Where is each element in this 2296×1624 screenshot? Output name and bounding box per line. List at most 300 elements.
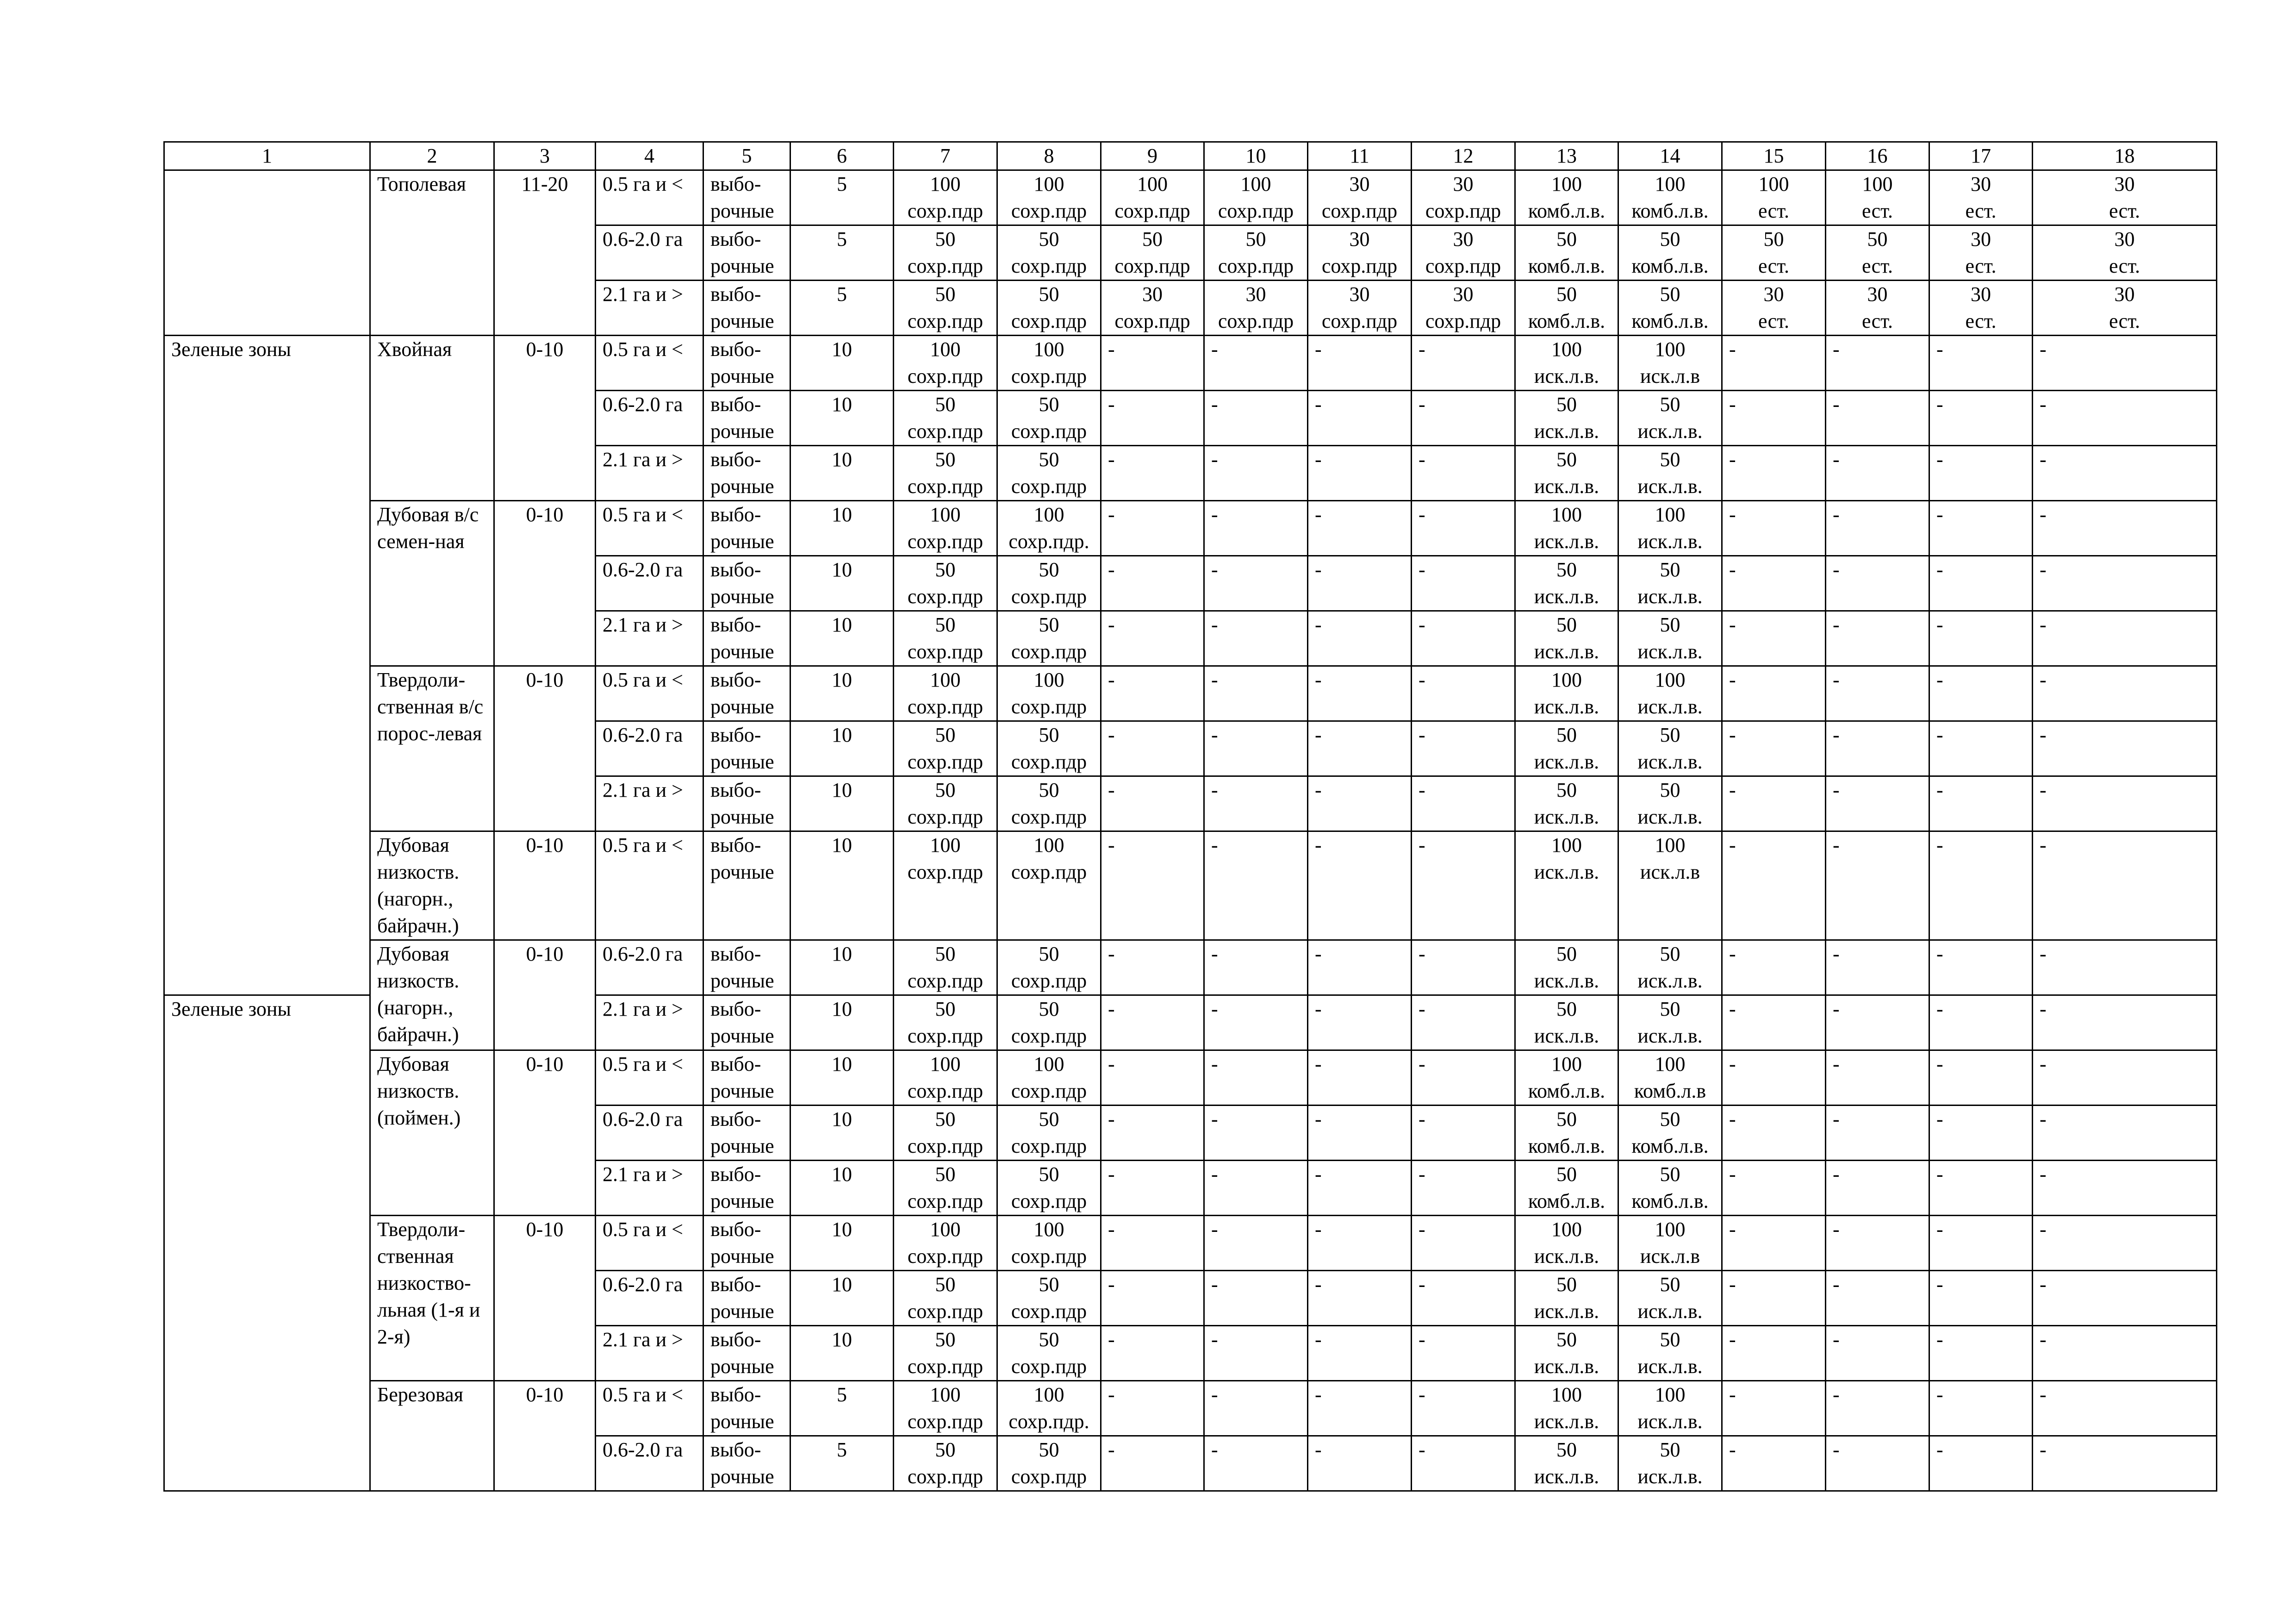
- cell-line: сохр.пдр: [1011, 695, 1087, 718]
- value-cell: [1929, 170, 2033, 225]
- cell-line: сохр.пдр: [907, 585, 983, 608]
- value-cell: [1618, 446, 1722, 501]
- column-number-6: 6: [790, 142, 894, 170]
- value-cell: [1308, 721, 1412, 776]
- cell-line: 100: [1655, 1053, 1686, 1075]
- cell-line: -: [1315, 1163, 1322, 1186]
- cell-line: -: [1936, 338, 1943, 361]
- value-cell: [1308, 1161, 1412, 1216]
- cell-line: сохр.пдр: [907, 310, 983, 332]
- cell-line: -: [1936, 613, 1943, 636]
- cell-line: сохр.пдр: [907, 1300, 983, 1323]
- value-cell: [1826, 611, 1929, 666]
- cell-line: -: [1108, 613, 1115, 636]
- cell-line: 100: [1551, 503, 1582, 526]
- cell-line: 50: [1660, 998, 1680, 1020]
- cell-line: -: [1108, 724, 1115, 746]
- cell-line: -: [1833, 1053, 1840, 1075]
- cell-line: 50: [1660, 1163, 1680, 1186]
- cell-line: 50: [935, 1438, 956, 1461]
- cell-line: 30: [1971, 173, 1991, 195]
- cell-line: -: [1833, 1218, 1840, 1241]
- cell-line: 100: [1655, 1383, 1686, 1406]
- cell-line: иск.л.в.: [1637, 806, 1703, 828]
- value-cell: [1515, 995, 1618, 1050]
- cell-line: -: [1729, 724, 1736, 746]
- value-cell: [894, 831, 997, 940]
- column-number-11: 11: [1308, 142, 1412, 170]
- cell-line: 50: [1556, 1163, 1577, 1186]
- cell-line: 100: [1240, 173, 1271, 195]
- value-cell: [1722, 1326, 1826, 1381]
- cell-line: -: [2040, 1328, 2047, 1351]
- value-cell: [1204, 336, 1308, 391]
- cell-line: выбо-: [710, 779, 761, 801]
- value-cell: [2033, 1326, 2217, 1381]
- value-cell: [1515, 281, 1618, 336]
- cell-line: -: [1833, 668, 1840, 691]
- cell-line: выбо-: [710, 834, 761, 856]
- cell-line: 50: [1660, 1108, 1680, 1131]
- method-cell: [703, 1271, 790, 1326]
- cell-line: -: [1833, 1163, 1840, 1186]
- value-cell: [1412, 391, 1515, 446]
- cell-line: -: [1936, 1438, 1943, 1461]
- column-number-14: 14: [1618, 142, 1722, 170]
- value-cell: [1618, 1271, 1722, 1326]
- cell-line: -: [2040, 503, 2047, 526]
- cell-line: 30: [1453, 173, 1474, 195]
- cell-line: иск.л.в.: [1534, 530, 1599, 553]
- value-cell: [894, 1106, 997, 1161]
- cell-line: сохр.пдр: [907, 1190, 983, 1212]
- cell-line: -: [1833, 998, 1840, 1020]
- value-cell: [1618, 336, 1722, 391]
- value-cell: [1101, 776, 1204, 831]
- value-cell: [1308, 1381, 1412, 1436]
- col6-cell: 10: [790, 776, 894, 831]
- cell-line: -: [1936, 1108, 1943, 1131]
- col6-cell: 5: [790, 225, 894, 281]
- cell-line: сохр.пдр: [907, 1080, 983, 1102]
- value-cell: [1826, 1106, 1929, 1161]
- cell-line: сохр.пдр: [1011, 255, 1087, 277]
- cell-line: сохр.пдр: [907, 695, 983, 718]
- cell-line: сохр.пдр: [1321, 310, 1398, 332]
- cell-line: комб.л.в.: [1528, 1135, 1605, 1157]
- area-cell: 0.6-2.0 га: [596, 391, 703, 446]
- cell-line: 50: [1039, 1108, 1059, 1131]
- value-cell: [2033, 1106, 2217, 1161]
- value-cell: [1929, 1216, 2033, 1271]
- cell-line: -: [1315, 558, 1322, 581]
- cell-line: -: [1211, 668, 1218, 691]
- value-cell: [1826, 225, 1929, 281]
- area-cell: 0.5 га и <: [596, 666, 703, 721]
- cell-line: сохр.пдр: [1114, 310, 1190, 332]
- cell-line: сохр.пдр: [907, 1355, 983, 1378]
- value-cell: [1412, 1106, 1515, 1161]
- cell-line: выбо-: [710, 1273, 761, 1296]
- cell-line: Тополевая: [377, 173, 466, 195]
- cell-line: -: [1936, 724, 1943, 746]
- cell-line: -: [1108, 1438, 1115, 1461]
- cell-line: сохр.пдр: [907, 1135, 983, 1157]
- value-cell: [1722, 501, 1826, 556]
- value-cell: [2033, 776, 2217, 831]
- cell-line: -: [1729, 998, 1736, 1020]
- value-cell: [894, 556, 997, 611]
- cell-line: сохр.пдр: [1114, 255, 1190, 277]
- value-cell: [1204, 940, 1308, 995]
- cell-line: 50: [1763, 228, 1784, 250]
- cell-line: -: [1315, 1218, 1322, 1241]
- cell-line: комб.л.в.: [1631, 310, 1709, 332]
- method-cell: [703, 170, 790, 225]
- cell-line: -: [1315, 668, 1322, 691]
- cell-line: -: [1729, 1163, 1736, 1186]
- value-cell: [997, 1161, 1101, 1216]
- cell-line: -: [1936, 943, 1943, 965]
- value-cell: [894, 1381, 997, 1436]
- value-cell: [894, 776, 997, 831]
- value-cell: [997, 336, 1101, 391]
- age-cell: 0-10: [494, 1050, 596, 1216]
- cell-line: Березовая: [377, 1383, 463, 1406]
- cell-line: 50: [1142, 228, 1163, 250]
- value-cell: [1929, 831, 2033, 940]
- table-row: [164, 1216, 2217, 1271]
- cell-line: 30: [2114, 228, 2135, 250]
- age-cell: 0-10: [494, 1216, 596, 1381]
- cell-line: 50: [1039, 558, 1059, 581]
- method-cell: [703, 281, 790, 336]
- cell-line: -: [1315, 1383, 1322, 1406]
- column-number-10: 10: [1204, 142, 1308, 170]
- value-cell: [997, 1436, 1101, 1491]
- value-cell: [1308, 446, 1412, 501]
- cell-line: сохр.пдр: [907, 475, 983, 498]
- cell-line: 100: [1033, 338, 1064, 361]
- value-cell: [1722, 1436, 1826, 1491]
- zone-cell: Зеленые зоны: [164, 995, 370, 1491]
- cell-line: 50: [935, 779, 956, 801]
- cell-line: -: [1211, 1383, 1218, 1406]
- cell-line: -: [1315, 834, 1322, 856]
- species-cell: [370, 1381, 494, 1491]
- cell-line: 50: [1039, 393, 1059, 416]
- cell-line: сохр.пдр: [907, 1465, 983, 1488]
- value-cell: [1929, 776, 2033, 831]
- col6-cell: 10: [790, 1161, 894, 1216]
- cell-line: байрачн.): [377, 914, 459, 937]
- cell-line: 100: [1033, 834, 1064, 856]
- cell-line: 50: [1556, 1438, 1577, 1461]
- cell-line: иск.л.в.: [1637, 1355, 1703, 1378]
- cell-line: 50: [1867, 228, 1888, 250]
- value-cell: [1101, 501, 1204, 556]
- cell-line: сохр.пдр: [1114, 200, 1190, 222]
- method-cell: [703, 1161, 790, 1216]
- cell-line: 50: [935, 724, 956, 746]
- value-cell: [997, 446, 1101, 501]
- cell-line: -: [1729, 558, 1736, 581]
- value-cell: [1308, 1050, 1412, 1106]
- cell-line: 50: [1039, 613, 1059, 636]
- value-cell: [1412, 1161, 1515, 1216]
- value-cell: [1204, 1326, 1308, 1381]
- value-cell: [1826, 995, 1929, 1050]
- method-cell: [703, 1216, 790, 1271]
- cell-line: 50: [935, 1163, 956, 1186]
- cell-line: 100: [1033, 503, 1064, 526]
- cell-line: 100: [1033, 1383, 1064, 1406]
- cell-line: -: [1936, 1383, 1943, 1406]
- cell-line: -: [1315, 1053, 1322, 1075]
- cell-line: 50: [1556, 613, 1577, 636]
- cell-line: иск.л.в.: [1534, 750, 1599, 773]
- value-cell: [1826, 1326, 1929, 1381]
- cell-line: 100: [930, 1383, 961, 1406]
- value-cell: [1412, 1050, 1515, 1106]
- value-cell: [1929, 940, 2033, 995]
- cell-line: -: [1315, 1438, 1322, 1461]
- cell-line: -: [1729, 1438, 1736, 1461]
- cell-line: -: [1833, 393, 1840, 416]
- cell-line: сохр.пдр.: [1008, 1410, 1089, 1433]
- value-cell: [1101, 721, 1204, 776]
- cell-line: иск.л.в.: [1637, 1300, 1703, 1323]
- cell-line: 100: [1033, 1218, 1064, 1241]
- species-cell: [370, 501, 494, 666]
- area-cell: 0.5 га и <: [596, 1381, 703, 1436]
- value-cell: [1929, 1326, 2033, 1381]
- cell-line: сохр.пдр: [907, 255, 983, 277]
- cell-line: -: [1729, 503, 1736, 526]
- value-cell: [1515, 1326, 1618, 1381]
- value-cell: [1204, 1271, 1308, 1326]
- value-cell: [1618, 556, 1722, 611]
- cell-line: -: [1419, 1108, 1425, 1131]
- value-cell: [997, 831, 1101, 940]
- cell-line: -: [1315, 724, 1322, 746]
- cell-line: сохр.пдр: [1011, 1465, 1087, 1488]
- cell-line: -: [2040, 668, 2047, 691]
- cell-line: -: [1833, 1273, 1840, 1296]
- cell-line: 100: [930, 1218, 961, 1241]
- col6-cell: 10: [790, 556, 894, 611]
- col6-cell: 10: [790, 611, 894, 666]
- value-cell: [2033, 666, 2217, 721]
- cell-line: -: [1419, 448, 1425, 471]
- cell-line: сохр.пдр: [1011, 1245, 1087, 1268]
- value-cell: [1722, 831, 1826, 940]
- col6-cell: 10: [790, 666, 894, 721]
- value-cell: [1412, 831, 1515, 940]
- value-cell: [1515, 1271, 1618, 1326]
- cell-line: выбо-: [710, 448, 761, 471]
- cell-line: иск.л.в.: [1637, 969, 1703, 992]
- area-cell: 0.5 га и <: [596, 501, 703, 556]
- cell-line: -: [1211, 834, 1218, 856]
- value-cell: [1826, 1161, 1929, 1216]
- table-row: [164, 336, 2217, 391]
- table-row: [164, 501, 2217, 556]
- cell-line: -: [1211, 1273, 1218, 1296]
- value-cell: [997, 170, 1101, 225]
- column-number-16: 16: [1826, 142, 1929, 170]
- cell-line: -: [1936, 998, 1943, 1020]
- value-cell: [1101, 940, 1204, 995]
- cell-line: -: [1315, 943, 1322, 965]
- value-cell: [997, 1381, 1101, 1436]
- cell-line: сохр.пдр: [1011, 861, 1087, 883]
- cell-line: -: [1108, 1053, 1115, 1075]
- age-cell: 0-10: [494, 831, 596, 940]
- value-cell: [1412, 1436, 1515, 1491]
- value-cell: [1101, 1436, 1204, 1491]
- cell-line: 100: [930, 668, 961, 691]
- value-cell: [1204, 1436, 1308, 1491]
- cell-line: -: [1108, 1163, 1115, 1186]
- age-cell: 11-20: [494, 170, 596, 336]
- value-cell: [2033, 940, 2217, 995]
- value-cell: [1204, 281, 1308, 336]
- cell-line: -: [1729, 393, 1736, 416]
- method-cell: [703, 776, 790, 831]
- value-cell: [1204, 1381, 1308, 1436]
- cell-line: 50: [1039, 1163, 1059, 1186]
- cell-line: -: [1108, 503, 1115, 526]
- cell-line: сохр.пдр: [907, 420, 983, 443]
- cell-line: -: [1419, 503, 1425, 526]
- value-cell: [1412, 995, 1515, 1050]
- col6-cell: 5: [790, 281, 894, 336]
- cell-line: -: [2040, 1163, 2047, 1186]
- cell-line: сохр.пдр.: [1008, 530, 1089, 553]
- cell-line: -: [1211, 998, 1218, 1020]
- cell-line: 30: [1142, 283, 1163, 306]
- cell-line: Хвойная: [377, 338, 452, 361]
- method-cell: [703, 1106, 790, 1161]
- cell-line: 30: [1453, 283, 1474, 306]
- cell-line: 50: [935, 613, 956, 636]
- value-cell: [997, 995, 1101, 1050]
- cell-line: иск.л.в.: [1534, 861, 1599, 883]
- cell-line: -: [2040, 779, 2047, 801]
- cell-line: выбо-: [710, 998, 761, 1020]
- value-cell: [1308, 225, 1412, 281]
- cell-line: иск.л.в.: [1637, 1410, 1703, 1433]
- cell-line: выбо-: [710, 1108, 761, 1131]
- value-cell: [1618, 995, 1722, 1050]
- value-cell: [1308, 281, 1412, 336]
- value-cell: [894, 611, 997, 666]
- value-cell: [1101, 556, 1204, 611]
- value-cell: [2033, 831, 2217, 940]
- value-cell: [1722, 1161, 1826, 1216]
- value-cell: [997, 1326, 1101, 1381]
- value-cell: [2033, 1381, 2217, 1436]
- cell-line: 50: [935, 228, 956, 250]
- area-cell: 2.1 га и >: [596, 1326, 703, 1381]
- table-row: [164, 940, 2217, 995]
- value-cell: [1308, 611, 1412, 666]
- cell-line: -: [1936, 834, 1943, 856]
- value-cell: [894, 281, 997, 336]
- cell-line: выбо-: [710, 613, 761, 636]
- cell-line: 100: [1551, 338, 1582, 361]
- col6-cell: 5: [790, 1381, 894, 1436]
- value-cell: [1515, 501, 1618, 556]
- cell-line: сохр.пдр: [1011, 420, 1087, 443]
- cell-line: -: [1833, 779, 1840, 801]
- cell-line: ест.: [1758, 255, 1790, 277]
- cell-line: -: [1419, 779, 1425, 801]
- cell-line: выбо-: [710, 503, 761, 526]
- cell-line: -: [2040, 1053, 2047, 1075]
- cell-line: комб.л.в: [1634, 1080, 1706, 1102]
- cell-line: 30: [2114, 173, 2135, 195]
- cell-line: -: [1211, 558, 1218, 581]
- cell-line: -: [1108, 393, 1115, 416]
- cell-line: комб.л.в.: [1631, 1135, 1709, 1157]
- value-cell: [1204, 611, 1308, 666]
- cell-line: сохр.пдр: [1011, 585, 1087, 608]
- species-cell: [370, 666, 494, 831]
- value-cell: [1412, 170, 1515, 225]
- value-cell: [894, 225, 997, 281]
- cell-line: (нагорн.,: [377, 887, 454, 910]
- value-cell: [1308, 1326, 1412, 1381]
- value-cell: [1412, 556, 1515, 611]
- cell-line: 50: [1660, 1328, 1680, 1351]
- value-cell: [1722, 1106, 1826, 1161]
- cell-line: -: [1419, 558, 1425, 581]
- method-cell: [703, 501, 790, 556]
- value-cell: [1308, 831, 1412, 940]
- col6-cell: 10: [790, 1106, 894, 1161]
- value-cell: [894, 995, 997, 1050]
- value-cell: [1515, 170, 1618, 225]
- value-cell: [894, 940, 997, 995]
- table-row: [164, 170, 2217, 225]
- area-cell: 0.5 га и <: [596, 336, 703, 391]
- cell-line: комб.л.в.: [1528, 255, 1605, 277]
- area-cell: 0.6-2.0 га: [596, 1436, 703, 1491]
- cell-line: 100: [1655, 338, 1686, 361]
- cell-line: 100: [1033, 173, 1064, 195]
- cell-line: 50: [1039, 283, 1059, 306]
- cell-line: Твердоли-: [377, 668, 466, 691]
- cell-line: -: [1729, 1273, 1736, 1296]
- value-cell: [1929, 391, 2033, 446]
- value-cell: [1929, 1271, 2033, 1326]
- cell-line: 30: [1867, 283, 1888, 306]
- cell-line: -: [1419, 834, 1425, 856]
- cell-line: сохр.пдр: [1321, 200, 1398, 222]
- cell-line: -: [1108, 834, 1115, 856]
- cell-line: -: [1419, 668, 1425, 691]
- cell-line: рочные: [710, 1465, 774, 1488]
- cell-line: -: [1833, 338, 1840, 361]
- value-cell: [1515, 1106, 1618, 1161]
- value-cell: [1826, 1271, 1929, 1326]
- column-number-4: 4: [596, 142, 703, 170]
- cell-line: -: [1419, 998, 1425, 1020]
- cell-line: ест.: [1861, 310, 1893, 332]
- cell-line: -: [1729, 613, 1736, 636]
